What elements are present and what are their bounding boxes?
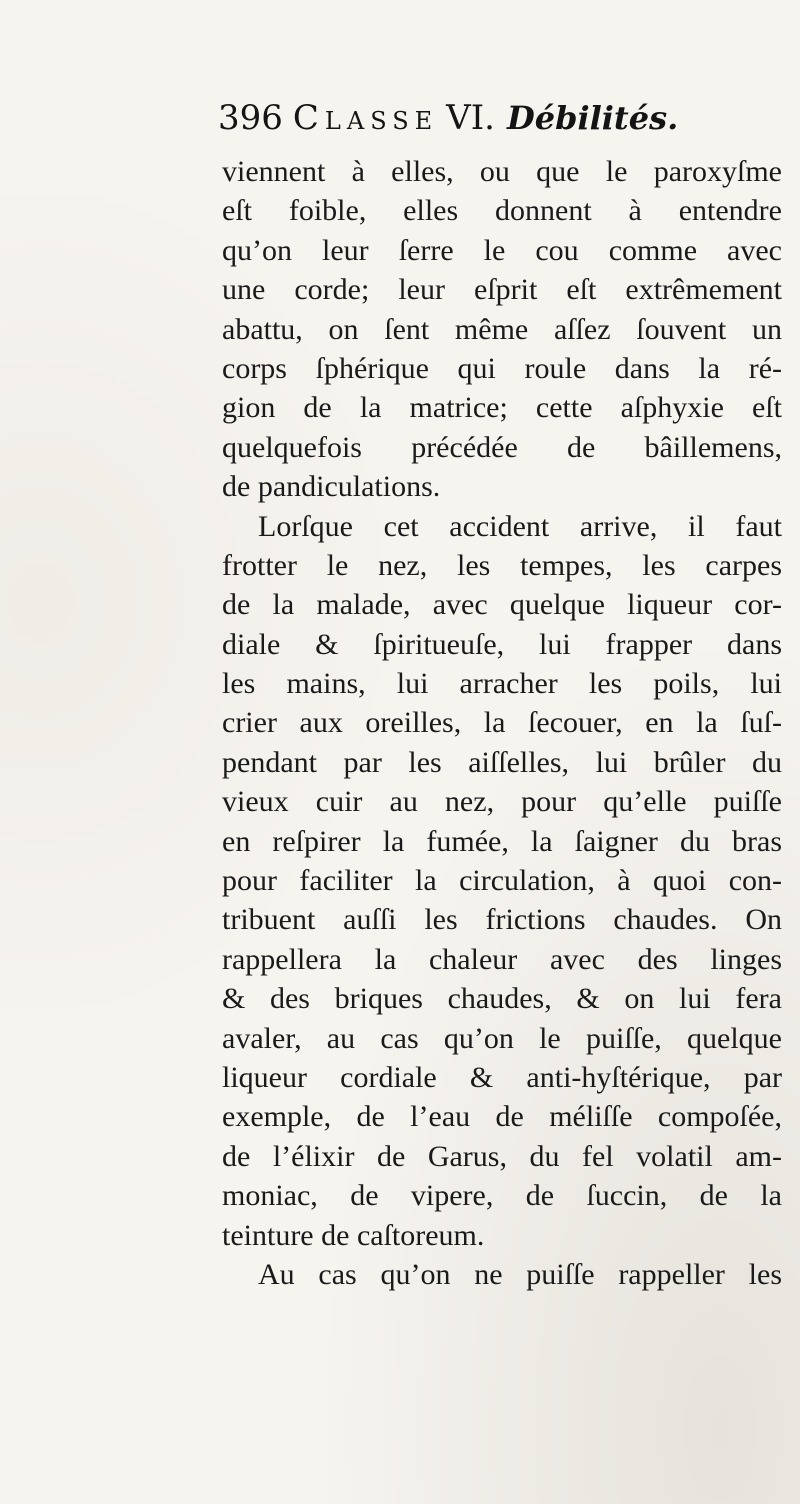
text-line: moniac, de vipere, de ſuccin, de la bbox=[222, 1179, 782, 1213]
text-line: rappellera la chaleur avec des linges bbox=[222, 942, 782, 976]
text-line: tribuent auſſi les frictions chaudes. On bbox=[222, 903, 782, 937]
text-line: Au cas qu’on ne puiſſe rappeller les bbox=[258, 1257, 782, 1291]
text-line: vieux cuir au nez, pour qu’elle puiſſe bbox=[222, 785, 782, 819]
text-line: en reſpirer la fumée, la ſaigner du bras bbox=[222, 824, 782, 858]
text-line: Lorſque cet accident arrive, il faut bbox=[258, 509, 782, 543]
text-line: de l’élixir de Garus, du fel volatil am- bbox=[222, 1139, 782, 1173]
text-line: de pandiculations. bbox=[222, 470, 441, 504]
text-line: & des briques chaudes, & on lui fera bbox=[222, 982, 782, 1016]
text-line: diale & ſpiritueuſe, lui frapper dans bbox=[222, 627, 782, 661]
text-line: qu’on leur ſerre le cou comme avec bbox=[222, 233, 782, 267]
text-line: abattu, on ſent même aſſez ſouvent un bbox=[222, 312, 782, 346]
text-line: une corde; leur eſprit eſt extrêmement bbox=[222, 273, 782, 307]
text-line: frotter le nez, les tempes, les carpes bbox=[222, 548, 782, 582]
text-line: liqueur cordiale & anti-hyſtérique, par bbox=[222, 1060, 782, 1094]
text-line: pour faciliter la circulation, à quoi con- bbox=[222, 864, 782, 898]
text-line: viennent à elles, ou que le paroxyſme bbox=[222, 155, 782, 188]
text-line: exemple, de l’eau de méliſſe compoſée, bbox=[222, 1100, 782, 1134]
text-line: quelquefois précédée de bâillemens, bbox=[222, 430, 782, 464]
text-line: pendant par les aiſſelles, lui brûler du bbox=[222, 745, 782, 779]
running-head bbox=[218, 98, 778, 144]
text-line: avaler, au cas qu’on le puiſſe, quelque bbox=[222, 1021, 782, 1055]
text-line: teinture de caſtoreum. bbox=[222, 1218, 485, 1252]
text-line: les mains, lui arracher les poils, lui bbox=[222, 667, 782, 701]
section-title: Débilités. bbox=[506, 99, 679, 137]
page-number: 396 bbox=[218, 98, 283, 138]
text-line: crier aux oreilles, la ſecouer, en la ſuſ- bbox=[222, 706, 782, 740]
text-line: eſt foible, elles donnent à entendre bbox=[222, 194, 782, 228]
text-line: corps ſphérique qui roule dans la ré- bbox=[222, 351, 782, 385]
body-text bbox=[222, 152, 782, 1294]
classe-number: VI. bbox=[446, 98, 495, 138]
text-line: gion de la matrice; cette aſphyxie eſt bbox=[222, 391, 782, 425]
classe-label: Classe bbox=[292, 98, 439, 138]
text-line: de la malade, avec quelque liqueur cor- bbox=[222, 588, 782, 622]
